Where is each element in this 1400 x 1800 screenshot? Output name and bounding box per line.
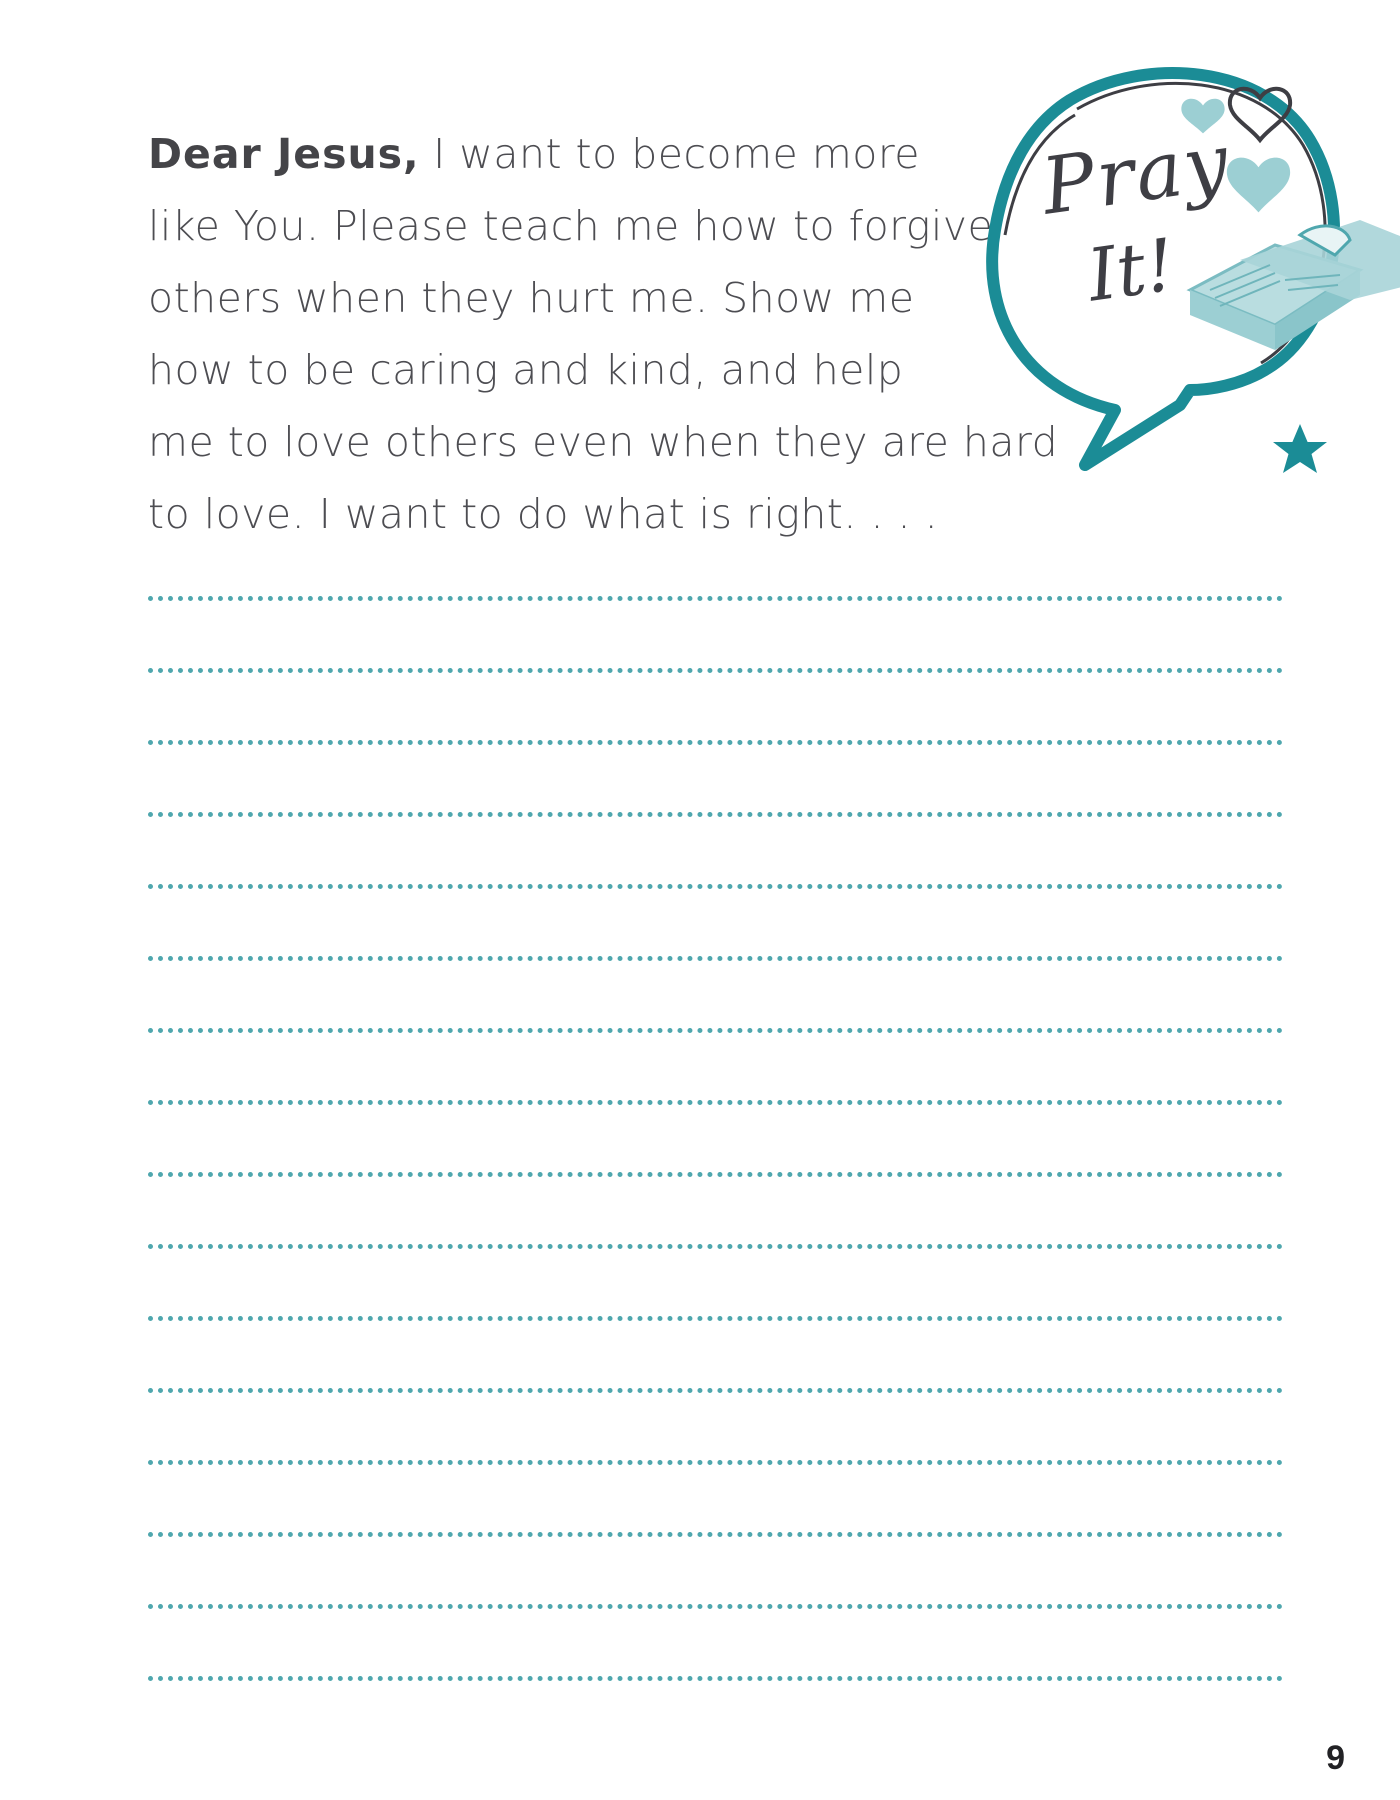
prayer-line-3: others when they hurt me. Show me [148, 274, 915, 322]
badge-title-line2: It! [1082, 222, 1180, 318]
star-icon [1273, 424, 1327, 473]
prayer-line-1 [148, 118, 1028, 190]
prayer-salutation: Dear Jesus, [148, 130, 420, 178]
page-number: 9 [1326, 1739, 1345, 1777]
writing-line[interactable] [148, 1604, 1283, 1609]
bible-hands-icon [1190, 220, 1400, 350]
badge-title-line1: Pray [1036, 117, 1236, 233]
prayer-line-4: how to be caring and kind, and help [148, 346, 904, 394]
writing-line[interactable] [148, 1532, 1283, 1537]
prayer-line-1-text: I want to become more [419, 130, 921, 178]
writing-line[interactable] [148, 1388, 1283, 1393]
pray-it-badge [965, 45, 1400, 485]
writing-line[interactable] [148, 956, 1283, 961]
writing-line[interactable] [148, 1100, 1283, 1105]
writing-line[interactable] [148, 596, 1283, 601]
prayer-line-6: to love. I want to do what is right. . . . [148, 490, 939, 538]
prayer-line-2: like You. Please teach me how to forgive [148, 202, 994, 250]
writing-line[interactable] [148, 740, 1283, 745]
writing-line[interactable] [148, 1676, 1283, 1681]
writing-line[interactable] [148, 884, 1283, 889]
writing-line[interactable] [148, 668, 1283, 673]
prayer-text [148, 118, 1059, 550]
writing-line[interactable] [148, 1028, 1283, 1033]
writing-line[interactable] [148, 1244, 1283, 1249]
writing-line[interactable] [148, 1316, 1283, 1321]
heart-icon-large [1227, 158, 1290, 213]
prayer-line-5: me to love others even when they are hard [148, 418, 1059, 466]
writing-line[interactable] [148, 1172, 1283, 1177]
writing-line[interactable] [148, 812, 1283, 817]
writing-lines[interactable] [148, 596, 1283, 1748]
writing-line[interactable] [148, 1460, 1283, 1465]
